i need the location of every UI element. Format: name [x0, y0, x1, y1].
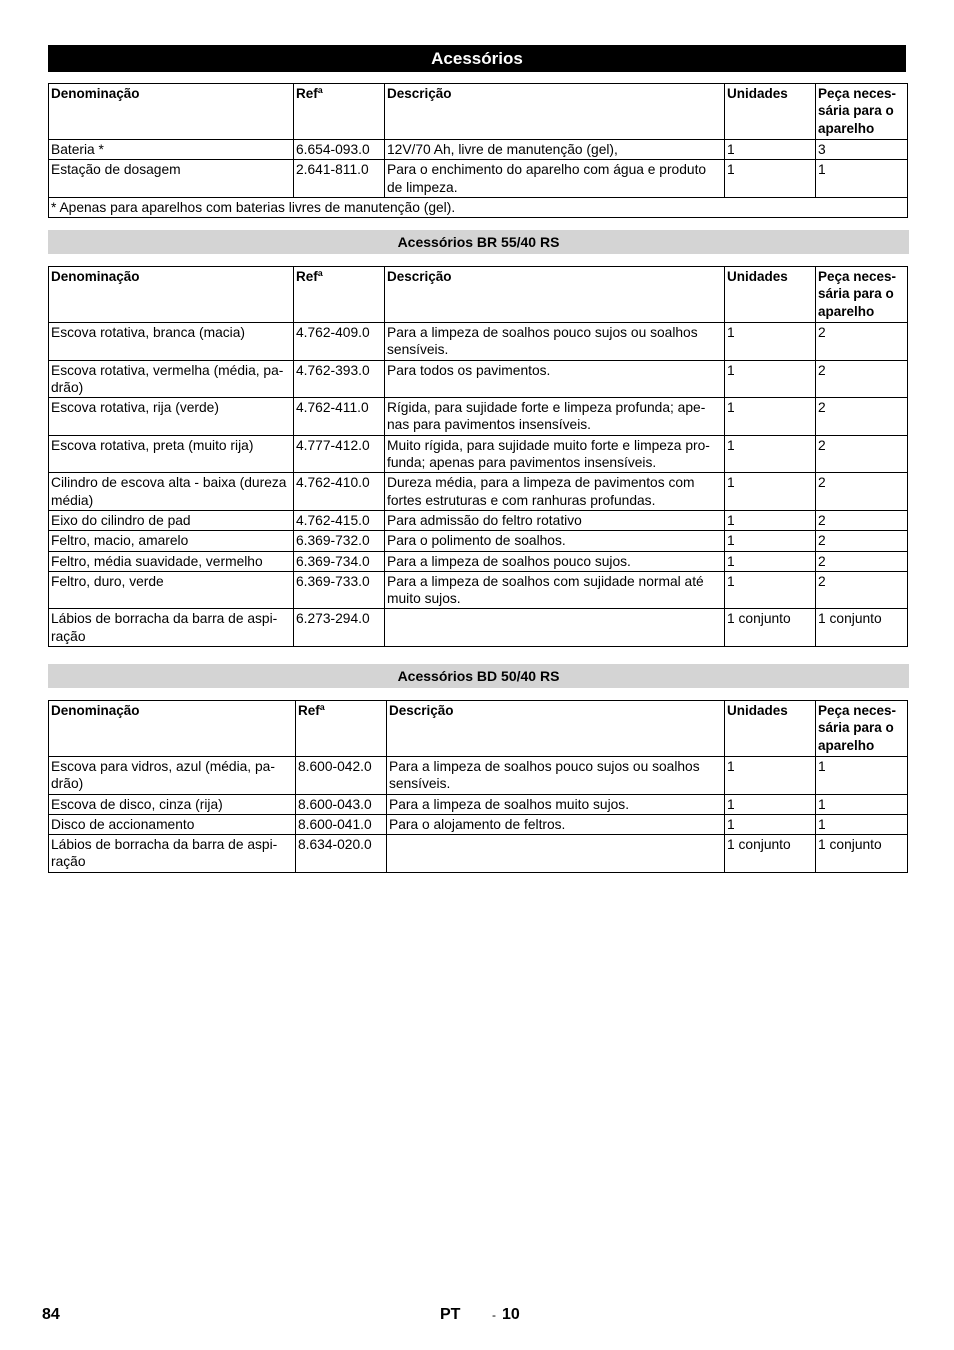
- header-needed: Peça neces-sária para o aparelho: [816, 701, 908, 757]
- cell-ref: 8.600-041.0: [296, 814, 387, 834]
- cell-description: Muito rígida, para sujidade muito forte e limpeza pro-funda; apenas para pavimentos insensíveis.: [385, 435, 725, 473]
- cell-description: Para a limpeza de soalhos pouco sujos ou soalhos sensíveis.: [385, 323, 725, 361]
- header-description: Descrição: [385, 84, 725, 140]
- table-row: [49, 510, 908, 530]
- cell-units: 1: [725, 473, 816, 511]
- cell-name: Disco de accionamento: [49, 814, 296, 834]
- cell-name: Escova rotativa, branca (macia): [49, 323, 294, 361]
- cell-ref: 4.762-410.0: [294, 473, 385, 511]
- header-description: Descrição: [387, 701, 725, 757]
- cell-units: 1: [725, 435, 816, 473]
- cell-needed: 3: [816, 140, 908, 160]
- section-title-br: Acessórios BR 55/40 RS: [48, 230, 909, 254]
- cell-needed: 1 conjunto: [816, 609, 908, 647]
- footer-separator: [492, 1306, 496, 1324]
- table-row: [49, 360, 908, 398]
- header-ref: Refª: [294, 84, 385, 140]
- cell-ref: 4.777-412.0: [294, 435, 385, 473]
- cell-ref: 4.762-415.0: [294, 510, 385, 530]
- accessories-table-br: [48, 266, 908, 647]
- cell-description: Para o polimento de soalhos.: [385, 531, 725, 551]
- cell-description: Para admissão do feltro rotativo: [385, 510, 725, 530]
- cell-units: 1: [725, 757, 816, 795]
- cell-needed: 2: [816, 435, 908, 473]
- table-row: [49, 571, 908, 609]
- table-row: [49, 323, 908, 361]
- cell-ref: 8.600-043.0: [296, 794, 387, 814]
- cell-units: 1: [725, 398, 816, 436]
- cell-ref: 4.762-393.0: [294, 360, 385, 398]
- cell-units: 1: [725, 160, 816, 198]
- cell-ref: 6.369-732.0: [294, 531, 385, 551]
- section-page-number: 10: [502, 1306, 520, 1323]
- table-row: [49, 160, 908, 198]
- cell-needed: 1: [816, 160, 908, 198]
- cell-ref: 6.369-734.0: [294, 551, 385, 571]
- cell-units: 1 conjunto: [725, 835, 816, 873]
- cell-needed: 2: [816, 398, 908, 436]
- table-header-row: [49, 84, 908, 140]
- cell-needed: 2: [816, 473, 908, 511]
- cell-description: Para a limpeza de soalhos pouco sujos.: [385, 551, 725, 571]
- cell-ref: 6.654-093.0: [294, 140, 385, 160]
- cell-name: Cilindro de escova alta - baixa (dureza média): [49, 473, 294, 511]
- cell-needed: 1 conjunto: [816, 835, 908, 873]
- table-row: [49, 531, 908, 551]
- header-ref: Refª: [294, 267, 385, 323]
- cell-description: [385, 609, 725, 647]
- accessories-table: [48, 83, 908, 218]
- header-description: Descrição: [385, 267, 725, 323]
- cell-needed: 2: [816, 551, 908, 571]
- cell-units: 1: [725, 571, 816, 609]
- cell-description: Para todos os pavimentos.: [385, 360, 725, 398]
- header-name: Denominação: [49, 267, 294, 323]
- cell-needed: 2: [816, 571, 908, 609]
- section-title-bd: Acessórios BD 50/40 RS: [48, 664, 909, 688]
- cell-description: [387, 835, 725, 873]
- cell-ref: 4.762-411.0: [294, 398, 385, 436]
- separator-text: -: [492, 1308, 496, 1322]
- cell-description: Rígida, para sujidade forte e limpeza profunda; ape-nas para pavimentos insensíveis.: [385, 398, 725, 436]
- header-name: Denominação: [49, 701, 296, 757]
- cell-ref: 8.600-042.0: [296, 757, 387, 795]
- cell-name: Escova rotativa, preta (muito rija): [49, 435, 294, 473]
- cell-ref: 4.762-409.0: [294, 323, 385, 361]
- cell-units: 1: [725, 814, 816, 834]
- cell-description: Para o enchimento do aparelho com água e produto de limpeza.: [385, 160, 725, 198]
- cell-units: 1: [725, 531, 816, 551]
- table-body: [49, 757, 908, 873]
- header-units: Unidades: [725, 84, 816, 140]
- table-row: [49, 757, 908, 795]
- header-needed: Peça neces-sária para o aparelho: [816, 267, 908, 323]
- footnote-row: [49, 197, 908, 217]
- cell-name: Feltro, macio, amarelo: [49, 531, 294, 551]
- cell-ref: 8.634-020.0: [296, 835, 387, 873]
- table-row: [49, 794, 908, 814]
- cell-name: Escova de disco, cinza (rija): [49, 794, 296, 814]
- cell-name: Lábios de borracha da barra de aspi-ração: [49, 609, 294, 647]
- table-row: [49, 473, 908, 511]
- cell-units: 1: [725, 510, 816, 530]
- table-body: [49, 323, 908, 647]
- cell-description: Para a limpeza de soalhos muito sujos.: [387, 794, 725, 814]
- cell-units: 1: [725, 794, 816, 814]
- cell-description: Para o alojamento de feltros.: [387, 814, 725, 834]
- table-row: [49, 140, 908, 160]
- footnote: * Apenas para aparelhos com baterias livres de manutenção (gel).: [49, 197, 908, 217]
- cell-name: Eixo do cilindro de pad: [49, 510, 294, 530]
- table-row: [49, 609, 908, 647]
- table-header-row: [49, 267, 908, 323]
- table-row: [49, 551, 908, 571]
- cell-needed: 1: [816, 814, 908, 834]
- cell-units: 1: [725, 140, 816, 160]
- cell-needed: 2: [816, 360, 908, 398]
- cell-units: 1: [725, 323, 816, 361]
- cell-name: Feltro, média suavidade, vermelho: [49, 551, 294, 571]
- cell-description: Para a limpeza de soalhos com sujidade normal até muito sujos.: [385, 571, 725, 609]
- table-row: [49, 398, 908, 436]
- page-number: 84: [42, 1306, 60, 1323]
- cell-ref: 2.641-811.0: [294, 160, 385, 198]
- cell-name: Escova rotativa, rija (verde): [49, 398, 294, 436]
- cell-needed: 1: [816, 794, 908, 814]
- cell-name: Feltro, duro, verde: [49, 571, 294, 609]
- cell-name: Estação de dosagem: [49, 160, 294, 198]
- cell-description: 12V/70 Ah, livre de manutenção (gel),: [385, 140, 725, 160]
- cell-name: Escova rotativa, vermelha (média, pa-drão): [49, 360, 294, 398]
- cell-description: Dureza média, para a limpeza de pavimentos com fortes estruturas e com ranhuras profundas.: [385, 473, 725, 511]
- table-body: [49, 140, 908, 198]
- accessories-table-bd: [48, 700, 908, 873]
- language-code: PT: [440, 1306, 461, 1323]
- header-name: Denominação: [49, 84, 294, 140]
- table-row: [49, 814, 908, 834]
- header-ref: Refª: [296, 701, 387, 757]
- cell-ref: 6.273-294.0: [294, 609, 385, 647]
- header-needed: Peça neces-sária para o aparelho: [816, 84, 908, 140]
- table-row: [49, 435, 908, 473]
- table-row: [49, 835, 908, 873]
- cell-ref: 6.369-733.0: [294, 571, 385, 609]
- cell-needed: 2: [816, 531, 908, 551]
- cell-name: Lábios de borracha da barra de aspi-ração: [49, 835, 296, 873]
- table-header-row: [49, 701, 908, 757]
- page-title: Acessórios: [48, 45, 906, 72]
- cell-units: 1: [725, 360, 816, 398]
- cell-name: Escova para vidros, azul (média, pa-drão): [49, 757, 296, 795]
- cell-needed: 2: [816, 510, 908, 530]
- header-units: Unidades: [725, 267, 816, 323]
- cell-needed: 2: [816, 323, 908, 361]
- cell-units: 1: [725, 551, 816, 571]
- cell-name: Bateria *: [49, 140, 294, 160]
- header-units: Unidades: [725, 701, 816, 757]
- cell-needed: 1: [816, 757, 908, 795]
- cell-description: Para a limpeza de soalhos pouco sujos ou soalhos sensíveis.: [387, 757, 725, 795]
- cell-units: 1 conjunto: [725, 609, 816, 647]
